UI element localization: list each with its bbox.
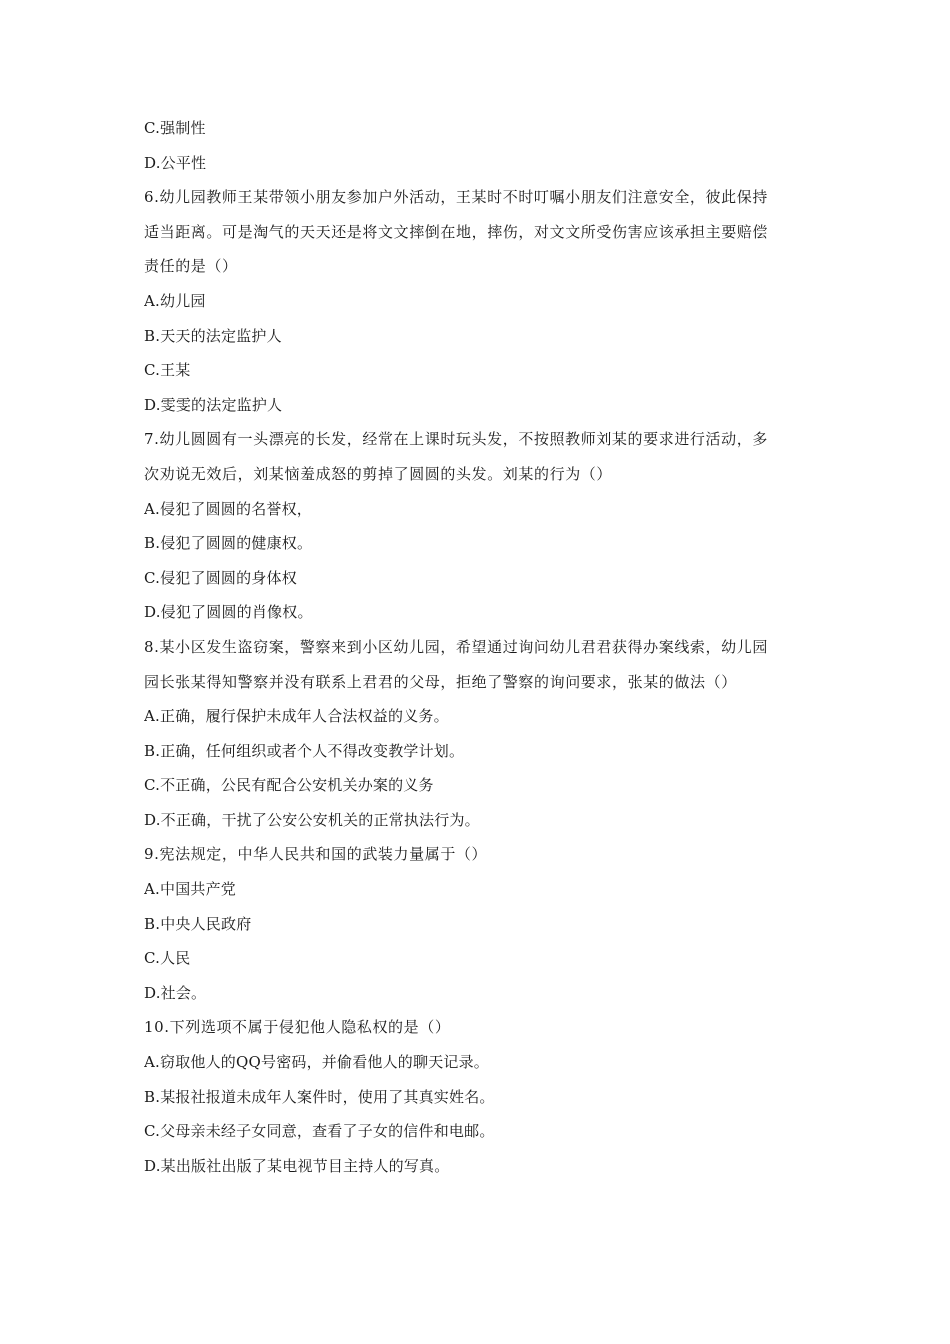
option-c-prev: C.强制性 [144, 119, 206, 137]
question-stem-line: 次劝说无效后，刘某恼羞成怒的剪掉了圆圆的头发。刘某的行为（） [144, 464, 613, 483]
question-6-option-c: C.王某 [144, 361, 191, 380]
question-8-option-c: C.不正确，公民有配合公安机关办案的义务 [144, 776, 434, 795]
question-9-stem [144, 837, 810, 872]
question-6-option-d: D.雯雯的法定监护人 [144, 395, 283, 414]
question-stem-line: 7.幼儿圆圆有一头漂亮的长发，经常在上课时玩头发，不按照教师刘某的要求进行活动，多 [144, 430, 768, 449]
question-10-option-a: A.窃取他人的QQ号密码，并偷看他人的聊天记录。 [144, 1053, 489, 1072]
question-9-option-c: C.人民 [144, 949, 191, 968]
option-d-prev: D.公平性 [144, 153, 207, 172]
question-6-stem [144, 180, 810, 284]
question-stem-line: 适当距离。可是淘气的天天还是将文文摔倒在地，摔伤，对文文所受伤害应该承担主要赔偿 [144, 222, 769, 241]
question-7-option-c: C.侵犯了圆圆的身体权 [144, 568, 297, 587]
question-8-option-a: A.正确，履行保护未成年人合法权益的义务。 [144, 707, 449, 726]
question-10-stem [144, 1010, 810, 1045]
question-10-option-d: D.某出版社出版了某电视节目主持人的写真。 [144, 1156, 450, 1175]
question-stem-line: 园长张某得知警察并没有联系上君君的父母，拒绝了警察的询问要求，张某的做法（） [144, 672, 737, 691]
question-10-option-c: C.父母亲未经子女同意，查看了子女的信件和电邮。 [144, 1122, 495, 1141]
question-8-stem [144, 630, 810, 699]
question-stem-line: 8.某小区发生盗窃案，警察来到小区幼儿园，希望通过询问幼儿君君获得办案线索，幼儿园 [144, 637, 768, 656]
question-8-option-d: D.不正确，干扰了公安公安机关的正常执法行为。 [144, 810, 480, 829]
question-9-option-b: B.中央人民政府 [144, 914, 252, 933]
question-6-option-a: A.幼儿园 [144, 291, 206, 310]
question-7-stem [144, 422, 810, 491]
question-stem-line: 10.下列选项不属于侵犯他人隐私权的是（） [144, 1018, 451, 1037]
question-9-option-a: A.中国共产党 [144, 880, 237, 899]
question-stem-line: 9.宪法规定，中华人民共和国的武装力量属于（） [144, 845, 488, 864]
question-7-option-d: D.侵犯了圆圆的肖像权。 [144, 603, 313, 622]
question-7-option-a: A.侵犯了圆圆的名誉权， [144, 499, 313, 518]
document-body [144, 111, 810, 1183]
question-9-option-d: D.社会。 [144, 983, 207, 1002]
question-10-option-b: B.某报社报道未成年人案件时，使用了其真实姓名。 [144, 1087, 495, 1106]
question-stem-line: 6.幼儿园教师王某带领小朋友参加户外活动，王某时不时叮嘱小朋友们注意安全，彼此保持 [144, 188, 768, 207]
question-7-option-b: B.侵犯了圆圆的健康权。 [144, 534, 313, 553]
question-6-option-b: B.天天的法定监护人 [144, 326, 282, 345]
question-8-option-b: B.正确，任何组织或者个人不得改变教学计划。 [144, 741, 465, 760]
question-stem-line: 责任的是（） [144, 257, 238, 276]
